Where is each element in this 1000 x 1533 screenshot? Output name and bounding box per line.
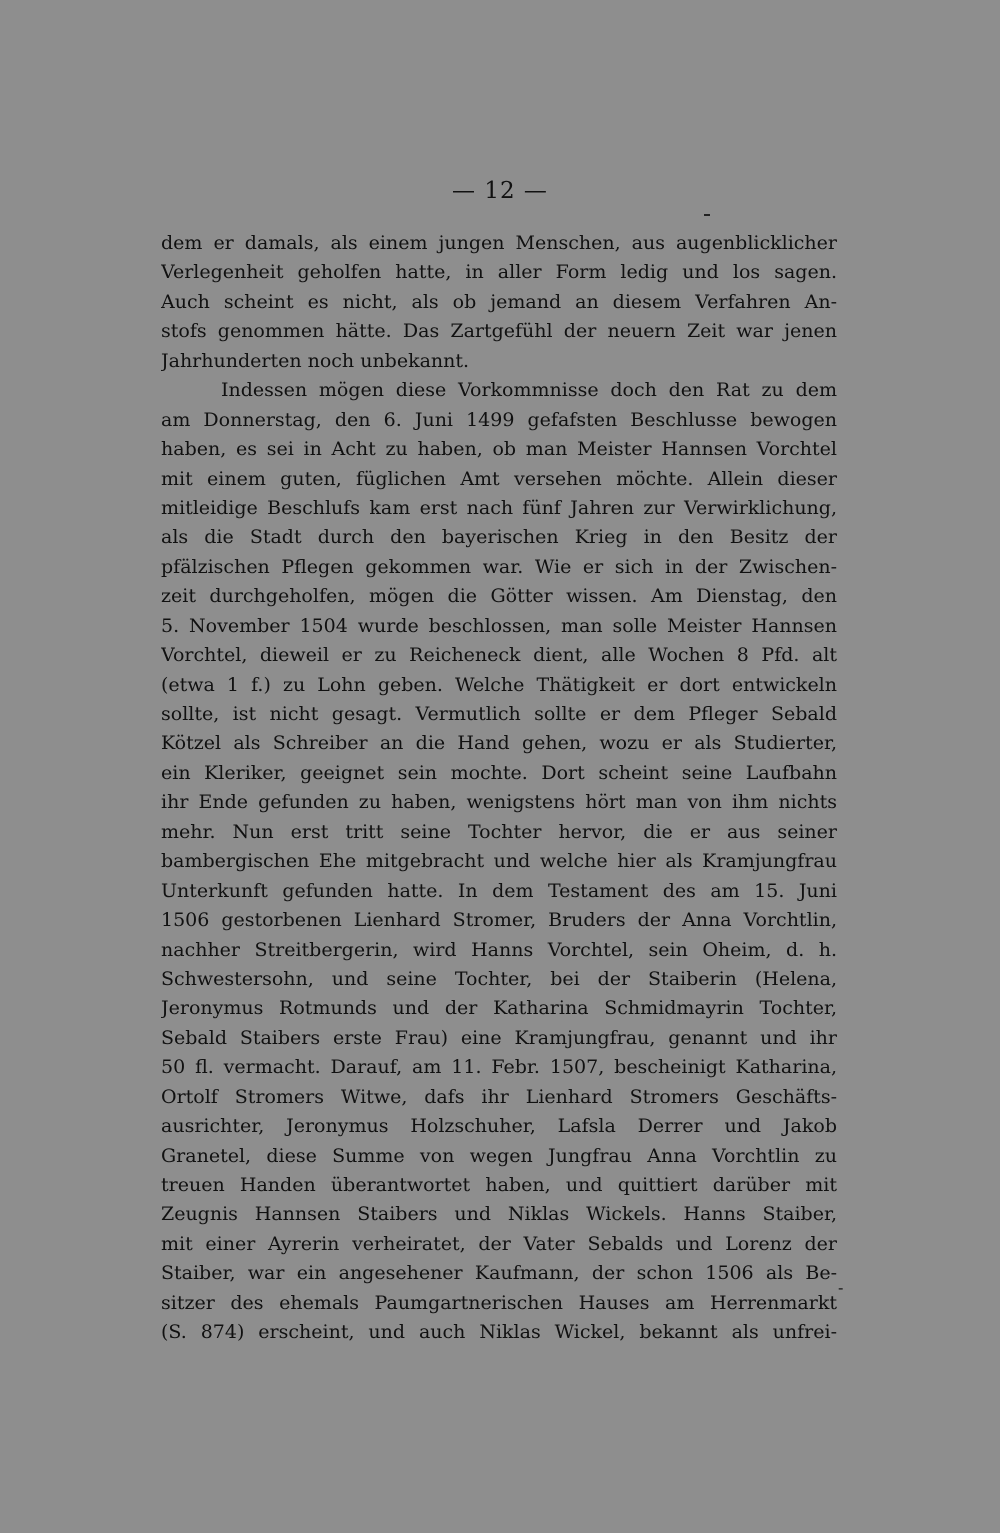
text-line: dem er damals, als einem jungen Menschen, aus augenblicklicher <box>161 232 837 254</box>
text-line: Auch scheint es nicht, als ob jemand an diesem Verfahren An- <box>161 290 837 313</box>
text-line: Vorchtel, dieweil er zu Reicheneck dient, alle Wochen 8 Pfd. alt <box>161 644 837 667</box>
text-line: ihr Ende gefunden zu haben, wenigstens hört man von ihm nichts <box>161 791 837 814</box>
text-line: mehr. Nun erst tritt seine Tochter hervor, die er aus seiner <box>161 820 837 843</box>
text-line: 1506 gestorbenen Lienhard Stromer, Bruders der Anna Vorchtlin, <box>161 909 837 932</box>
text-line: mitleidige Beschlufs kam erst nach fünf Jahren zur Verwirklichung, <box>161 496 837 519</box>
text-line: Schwestersohn, und seine Tochter, bei der Staiberin (Helena, <box>161 967 837 990</box>
text-line: (S. 874) erscheint, und auch Niklas Wickel, bekannt als unfrei- <box>161 1321 837 1344</box>
text-line: zeit durchgeholfen, mögen die Götter wissen. Am Dienstag, den <box>161 585 837 608</box>
page-number: — 12 — <box>452 178 548 204</box>
text-line: sitzer des ehemals Paumgartnerischen Hauses am Herrenmarkt <box>161 1291 837 1314</box>
text-line: 5. November 1504 wurde beschlossen, man solle Meister Hannsen <box>161 614 837 637</box>
text-line: (etwa 1 f.) zu Lohn geben. Welche Thätigkeit er dort entwickeln <box>161 673 837 696</box>
text-line: mit einer Ayrerin verheiratet, der Vater Sebalds und Lorenz der <box>161 1232 837 1255</box>
text-line: Staiber, war ein angesehener Kaufmann, der schon 1506 als Be- <box>161 1262 837 1285</box>
body-text <box>161 229 837 1348</box>
text-line: Sebald Staibers erste Frau) eine Kramjungfrau, genannt und ihr <box>161 1026 837 1049</box>
text-line: Jahrhunderten noch unbekannt. <box>161 349 470 372</box>
text-line: pfälzischen Pflegen gekommen war. Wie er sich in der Zwischen- <box>161 555 837 578</box>
text-line: Unterkunft gefunden hatte. In dem Testament des am 15. Juni <box>161 879 837 902</box>
text-line: am Donnerstag, den 6. Juni 1499 gefafsten Beschlusse bewogen <box>161 408 837 431</box>
text-line: Indessen mögen diese Vorkommnisse doch den Rat zu dem <box>221 379 837 402</box>
text-line: bambergischen Ehe mitgebracht und welche hier als Kramjungfrau <box>161 850 837 873</box>
text-line: Verlegenheit geholfen hatte, in aller Form ledig und los sagen. <box>161 261 837 284</box>
text-line: Zeugnis Hannsen Staibers und Niklas Wickels. Hanns Staiber, <box>161 1203 837 1226</box>
text-line: Jeronymus Rotmunds und der Katharina Schmidmayrin Tochter, <box>161 997 837 1020</box>
text-line: mit einem guten, füglichen Amt versehen möchte. Allein dieser <box>161 467 837 490</box>
ink-mark <box>704 214 710 216</box>
text-line: treuen Handen überantwortet haben, und quittiert darüber mit <box>161 1174 837 1196</box>
text-line: 50 fl. vermacht. Darauf, am 11. Febr. 1507, bescheinigt Katharina, <box>161 1056 837 1079</box>
text-line: haben, es sei in Acht zu haben, ob man Meister Hannsen Vorchtel <box>161 438 837 461</box>
text-line: sollte, ist nicht gesagt. Vermutlich sollte er dem Pfleger Sebald <box>161 703 837 725</box>
text-line: nachher Streitbergerin, wird Hanns Vorchtel, sein Oheim, d. h. <box>161 938 837 961</box>
text-line: Granetel, diese Summe von wegen Jungfrau Anna Vorchtlin zu <box>161 1144 837 1167</box>
text-line: ein Kleriker, geeignet sein mochte. Dort scheint seine Laufbahn <box>161 761 837 784</box>
text-line: Ortolf Stromers Witwe, dafs ihr Lienhard Stromers Geschäfts- <box>161 1085 837 1108</box>
text-line: als die Stadt durch den bayerischen Krieg in den Besitz der <box>161 526 837 549</box>
text-line: Kötzel als Schreiber an die Hand gehen, wozu er als Studierter, <box>161 732 837 755</box>
margin-hyphen-mark: - <box>838 1278 844 1297</box>
text-line: ausrichter, Jeronymus Holzschuher, Lafsla Derrer und Jakob <box>161 1115 837 1138</box>
text-line: stofs genommen hätte. Das Zartgefühl der neuern Zeit war jenen <box>161 320 837 343</box>
